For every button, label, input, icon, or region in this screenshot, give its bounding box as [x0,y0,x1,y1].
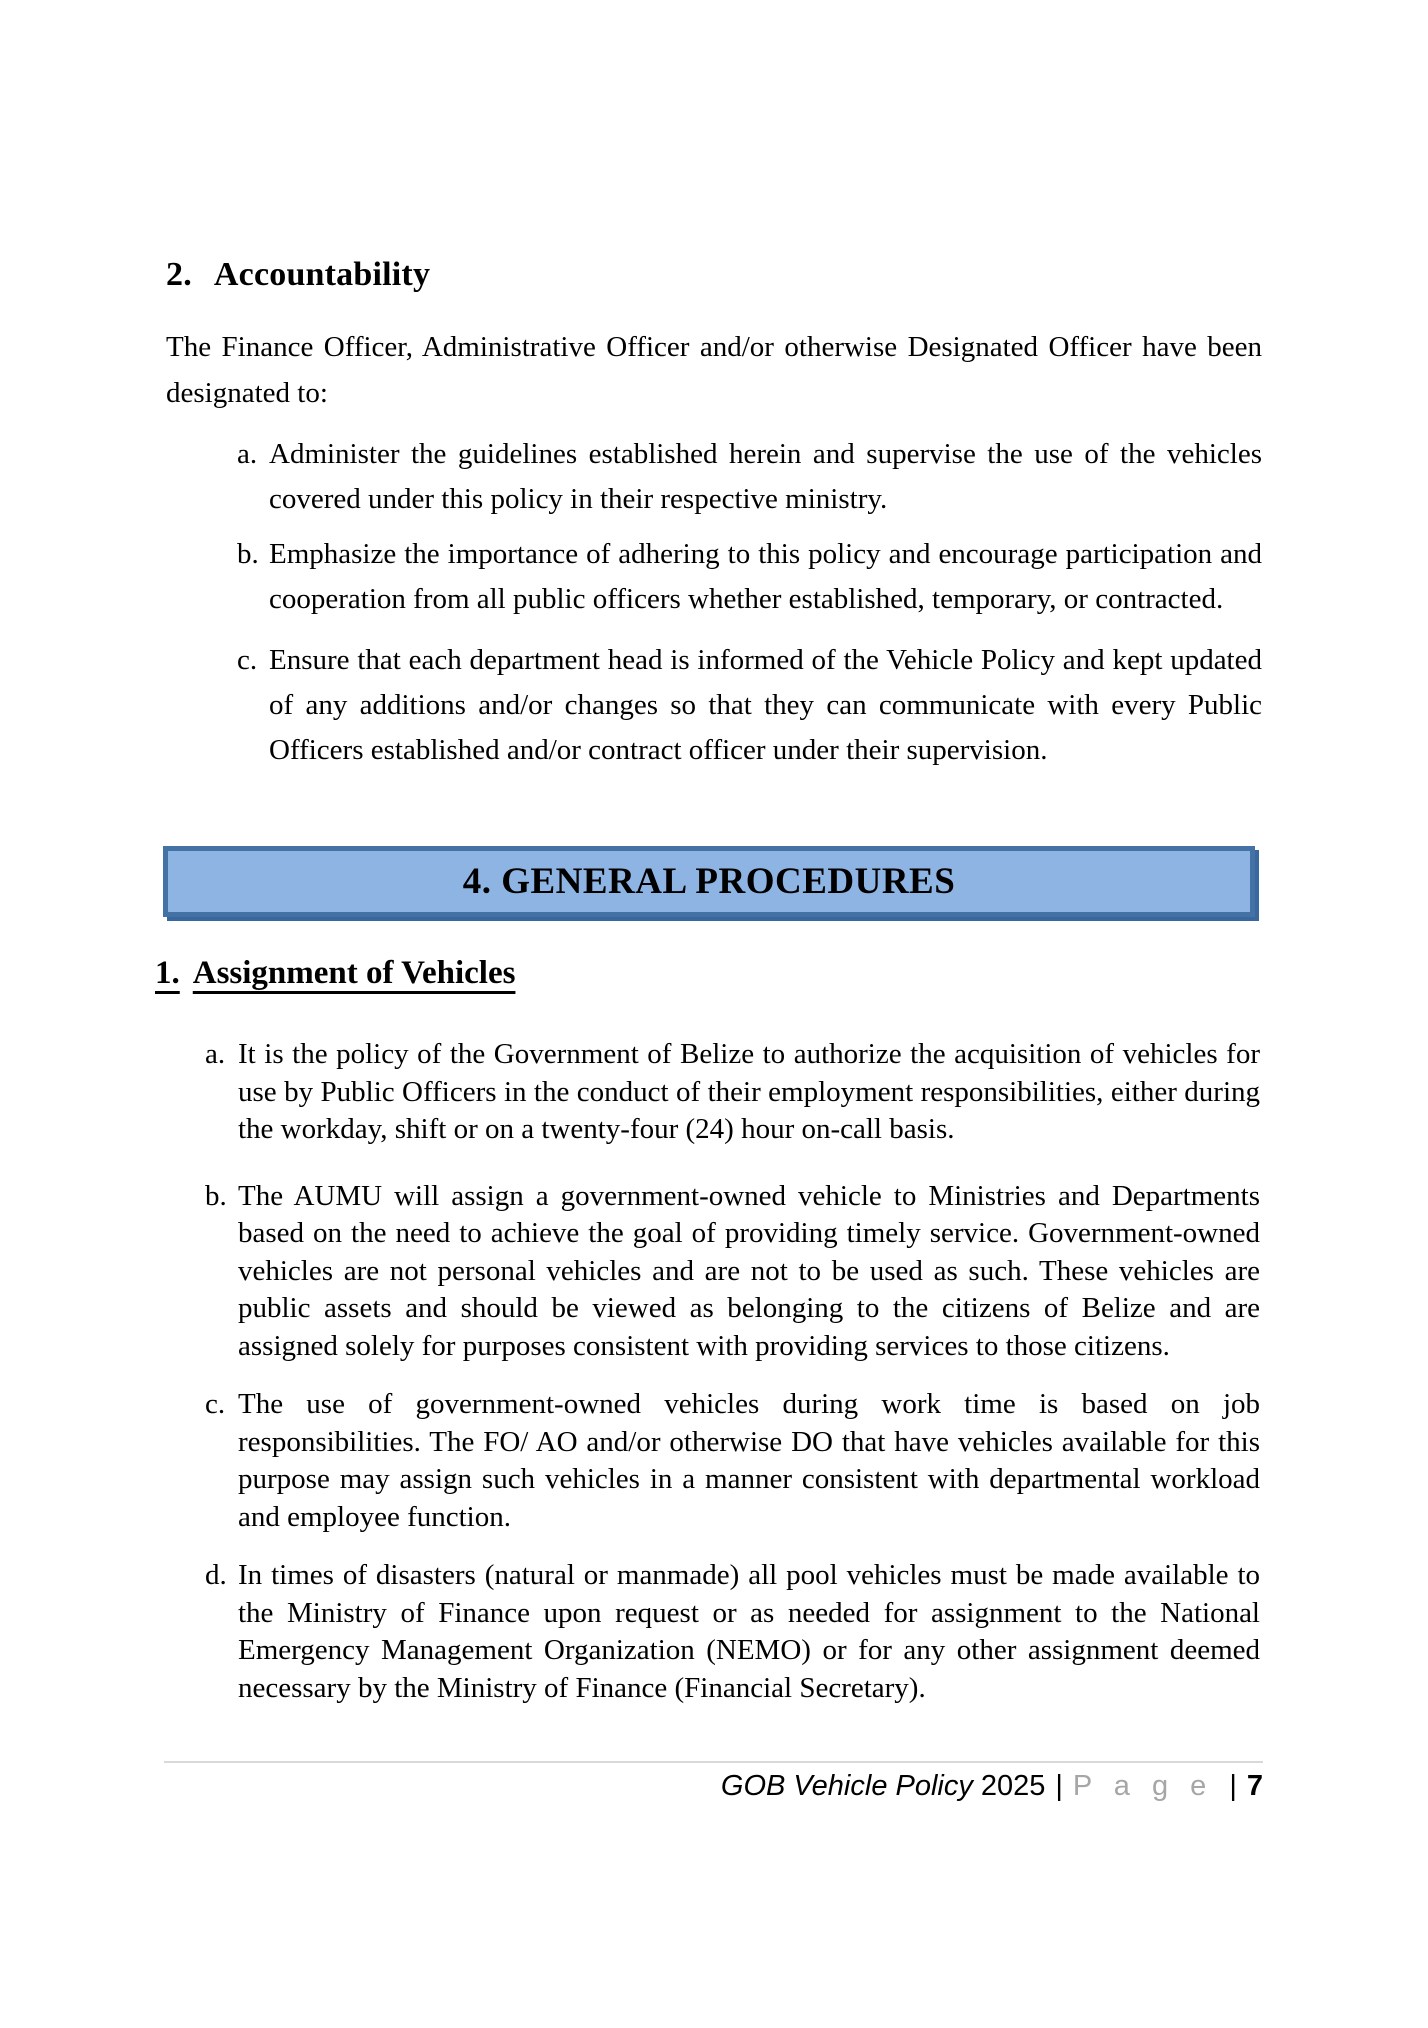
accountability-heading-number: 2. [166,256,192,293]
list-item-marker: b. [237,538,259,570]
list-item-text: Ensure that each department head is informed of the Vehicle Policy and kept updated of any additions and/or changes so that they can communicate with every Public Officers established and/or contract officer under their supervision. [269,644,1262,766]
footer-document-title: GOB Vehicle Policy [720,1770,973,1802]
list-item [237,638,1262,773]
list-item [205,1178,1260,1366]
accountability-heading [166,256,1262,294]
footer-page-number: 7 [1246,1770,1263,1802]
list-item-marker: a. [237,438,258,470]
list-item-text: It is the policy of the Government of Belize to authorize the acquisition of vehicles for use by Public Officers in the conduct of their employment responsibilities, either during the workday, shift or on a twenty-four (24) hour on-call basis. [238,1038,1260,1145]
accountability-section [166,256,1262,783]
footer-page-label: P a g e [1072,1770,1214,1802]
footer-separator: | [1055,1770,1063,1802]
list-item [237,532,1262,622]
list-item-marker: b. [205,1179,227,1212]
footer-separator: | [1229,1770,1237,1802]
assignment-heading-title: Assignment of Vehicles [192,955,516,991]
general-procedures-banner [163,846,1255,917]
list-item [205,1557,1260,1707]
list-item [205,1036,1260,1149]
assignment-heading-number: 1. [155,955,180,991]
list-item-marker: a. [205,1038,226,1070]
list-item-text: The AUMU will assign a government-owned vehicle to Ministries and Departments based on the need to achieve the goal of providing timely service. Government-owned vehicles are not personal vehicles and are not to be used as such. These vehicles are public assets and should be viewed as belonging to the citizens of Belize and are assigned solely for purposes consistent with providing services to those citizens. [238,1179,1260,1362]
footer-year: 2025 [980,1770,1046,1802]
assignment-of-vehicles-heading [155,955,515,992]
list-item-text: Emphasize the importance of adhering to this policy and encourage participation and cooperation from all public officers whether established, temporary, or contracted. [269,538,1262,615]
accountability-heading-title: Accountability [213,256,431,293]
list-item-text: In times of disasters (natural or manmade) all pool vehicles must be made available to the Ministry of Finance upon request or as needed for assignment to the National Emergency Management Organization (NEMO) or for any other assignment deemed necessary by the Ministry of Finance (Financial Secretary). [238,1559,1260,1704]
list-item [205,1386,1260,1536]
list-item-text: Administer the guidelines established herein and supervise the use of the vehicles covered under this policy in their respective ministry. [269,438,1262,515]
list-item-marker: c. [205,1388,226,1420]
list-item-text: The use of government-owned vehicles during work time is based on job responsibilities. The FO/ AO and/or otherwise DO that have vehicles available for this purpose may assign such vehicles in a manner consistent with departmental workload and employee function. [238,1388,1260,1533]
assignment-of-vehicles-list [205,1036,1260,1728]
accountability-intro-paragraph: The Finance Officer, Administrative Officer and/or otherwise Designated Officer have been designated to: [166,331,1262,409]
general-procedures-banner-title: 4. GENERAL PROCEDURES [462,861,956,902]
list-item-marker: c. [237,644,258,676]
list-item [237,432,1262,522]
accountability-list [237,432,1262,773]
page-footer [164,1761,1263,1803]
list-item-marker: d. [205,1559,227,1591]
